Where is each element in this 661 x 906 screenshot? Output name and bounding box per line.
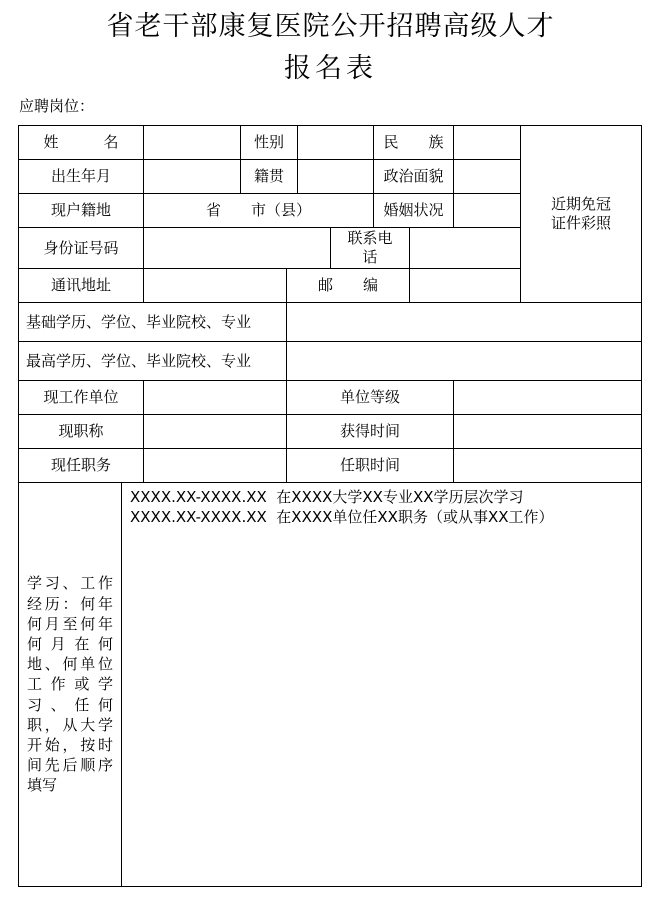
basic-edu-field[interactable]: [286, 302, 642, 342]
name-label: 姓 名: [18, 125, 144, 160]
postcode-label: 邮 编: [286, 268, 410, 303]
basic-edu-label: 基础学历、学位、毕业院校、专业: [18, 302, 287, 342]
career-field[interactable]: [121, 482, 642, 887]
career-line: XXXX.XX-XXXX.XX 在XXXX单位任XX职务（或从事XX工作）: [130, 508, 554, 526]
gender-label: 性别: [240, 125, 298, 160]
position-now-field[interactable]: [143, 448, 287, 483]
career-label-text: 学习、工作经历：何年何月至何年何月在何地、何单位工作或学习、任何职，从大学开始，按时间先后顺序填写: [27, 574, 113, 795]
obtained-time-label: 获得时间: [286, 414, 454, 449]
birth-field[interactable]: [143, 159, 241, 194]
political-status-field[interactable]: [453, 159, 521, 194]
birth-label: 出生年月: [18, 159, 144, 194]
household-label: 现户籍地: [18, 193, 144, 228]
unit-level-field[interactable]: [453, 380, 642, 415]
ethnicity-field[interactable]: [453, 125, 521, 160]
photo-box[interactable]: 近期免冠 证件彩照: [520, 125, 642, 303]
tenure-time-label: 任职时间: [286, 448, 454, 483]
form-title: 省老干部康复医院公开招聘高级人才: [106, 11, 555, 42]
unit-level-label: 单位等级: [286, 380, 454, 415]
phone-label: 联系电 话: [330, 227, 410, 269]
work-unit-label: 现工作单位: [18, 380, 144, 415]
id-number-field[interactable]: [143, 227, 331, 269]
title-field[interactable]: [143, 414, 287, 449]
tenure-time-field[interactable]: [453, 448, 642, 483]
ethnicity-label: 民 族: [373, 125, 454, 160]
household-field[interactable]: 省 市（县）: [143, 193, 374, 228]
highest-edu-field[interactable]: [286, 341, 642, 381]
native-place-field[interactable]: [297, 159, 374, 194]
career-label: [18, 482, 122, 887]
work-unit-field[interactable]: [143, 380, 287, 415]
position-now-label: 现任职务: [18, 448, 144, 483]
address-field[interactable]: [143, 268, 287, 303]
obtained-time-field[interactable]: [453, 414, 642, 449]
marital-label: 婚姻状况: [373, 193, 454, 228]
political-status-label: 政治面貌: [373, 159, 454, 194]
phone-field[interactable]: [409, 227, 521, 269]
position-label: 应聘岗位：: [19, 97, 95, 115]
highest-edu-label: 最高学历、学位、毕业院校、专业: [18, 341, 287, 381]
address-label: 通讯地址: [18, 268, 144, 303]
form-subtitle: 报名表: [284, 53, 377, 84]
title-label: 现职称: [18, 414, 144, 449]
career-line: XXXX.XX-XXXX.XX 在XXXX大学XX专业XX学历层次学习: [130, 488, 524, 506]
id-number-label: 身份证号码: [18, 227, 144, 269]
marital-field[interactable]: [453, 193, 521, 228]
native-place-label: 籍贯: [240, 159, 298, 194]
postcode-field[interactable]: [409, 268, 521, 303]
name-field[interactable]: [143, 125, 241, 160]
gender-field[interactable]: [297, 125, 374, 160]
